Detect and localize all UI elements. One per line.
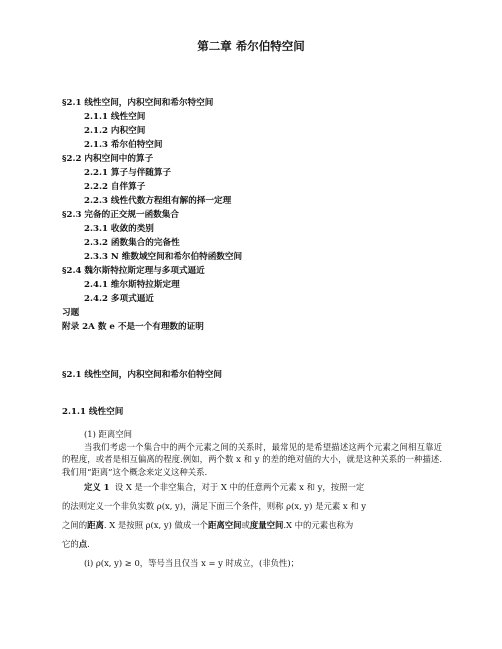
toc-subsection-entry: 2.2.2 自伴算子 (84, 182, 146, 192)
def-text-4c: . (87, 539, 90, 549)
definition-line-3 (62, 516, 442, 535)
toc-subsection-entry: 2.2.3 线性代数方程组有解的择一定理 (84, 196, 232, 206)
section-heading: §2.1 线性空间，内积空间和希尔伯特空间 (62, 370, 222, 380)
toc-section-entry: 习题 (62, 308, 80, 318)
subsection-heading: 2.1.1 线性空间 (62, 407, 124, 417)
toc-subsection-entry: 2.4.2 多项式逼近 (84, 294, 154, 304)
toc-subsection-entry: 2.1.3 希尔伯特空间 (84, 140, 163, 150)
term-point: 点 (78, 539, 88, 549)
toc-subsection-entry: 2.1.1 线性空间 (84, 112, 146, 122)
toc-subsection-entry: 2.3.2 函数集合的完备性 (84, 238, 180, 248)
toc-subsection-entry: 2.1.2 内积空间 (84, 126, 146, 136)
definition-line-1 (62, 478, 442, 497)
toc-subsection-entry: 2.4.1 维尔斯特拉斯定理 (84, 280, 180, 290)
def-text-e: 或 (241, 520, 250, 530)
body-text (62, 428, 442, 573)
toc-section-entry: §2.3 完备的正交规一函数集合 (62, 210, 179, 220)
toc-subsection-entry: 2.3.1 收敛的类别 (84, 224, 154, 234)
paragraph-intro: 当我们考虑一个集合中的两个元素之间的关系时，最常见的是希望描述这两个元素之间相互靠近的程度，或者是相互偏离的程度.例如，两个数 x 和 y 的差的绝对值的大小，就是这种关系的一种描述.我们用“距离”这个概念来定义这种关系. (62, 441, 442, 477)
toc-section-entry: §2.2 内积空间中的算子 (62, 154, 154, 164)
table-of-contents (62, 96, 442, 334)
definition-label: 定义 1 (84, 482, 110, 492)
def-text-g: .X 中的元素也称为 (283, 520, 354, 530)
toc-section-entry: §2.4 魏尔斯特拉斯定理与多项式逼近 (62, 266, 205, 276)
item-distance-space: (1) 距离空间 (84, 429, 133, 439)
toc-section-entry: §2.1 线性空间，内积空间和希尔特空间 (62, 98, 214, 108)
definition-line-2: 的法则定义一个非负实数 ρ(x, y)，满足下面三个条件，则称 ρ(x, y) 是元素 x 和 y (62, 501, 367, 511)
def-text-a: 之间的 (62, 520, 88, 530)
definition-text-1: 设 X 是一个非空集合，对于 X 中的任意两个元素 x 和 y，按照一定 (114, 482, 365, 492)
term-distance-space: 距离空间 (208, 520, 242, 530)
toc-section-entry: 附录 2A 数 e 不是一个有理数的证明 (62, 322, 204, 332)
def-text-c: . X 是按照 ρ(x, y) 做成一个 (103, 520, 209, 530)
definition-line-4 (62, 535, 442, 554)
term-metric-space: 度量空间 (249, 520, 284, 530)
term-distance: 距离 (87, 520, 104, 530)
toc-subsection-entry: 2.3.3 N 维数域空间和希尔伯特函数空间 (84, 252, 243, 262)
chapter-title: 第二章 希尔伯特空间 (197, 39, 305, 53)
condition-1: (i) ρ(x, y) ≥ 0，等号当且仅当 x = y 时成立，(非负性)； (84, 558, 300, 568)
def-text-4a: 它的 (62, 539, 79, 549)
toc-subsection-entry: 2.2.1 算子与伴随算子 (84, 168, 172, 178)
